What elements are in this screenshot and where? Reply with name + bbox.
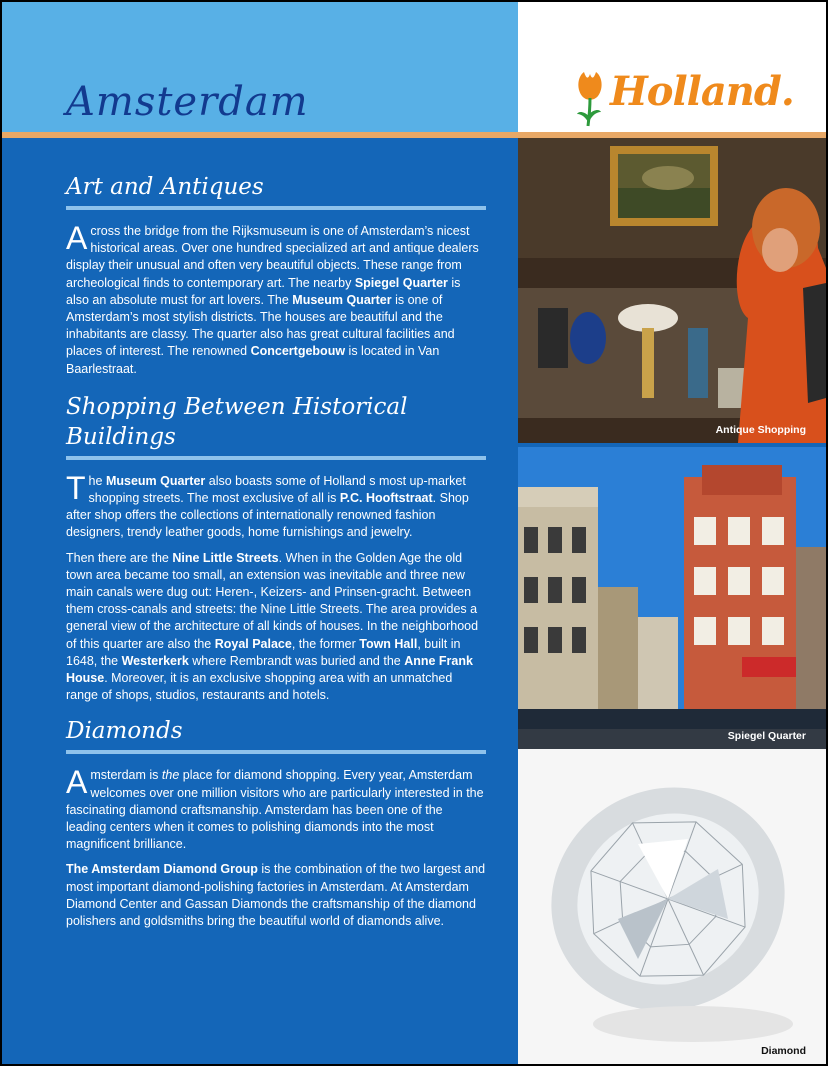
section-heading: Shopping Between Historical Buildings bbox=[66, 393, 408, 450]
drop-cap: A bbox=[66, 764, 88, 801]
italic-text: the bbox=[161, 768, 180, 783]
street-photo bbox=[518, 447, 826, 749]
bold-text: Spiegel Quarter bbox=[354, 275, 448, 290]
antique-shop-photo bbox=[518, 138, 826, 443]
body-text: is located in Van Baarlestraat. bbox=[66, 344, 440, 376]
section-paragraph bbox=[66, 764, 486, 853]
section-rule bbox=[66, 206, 486, 210]
body-text: is one of Amsterdam’s most stylish districts. The houses are beautiful and the inhabitants are classy. The quarter also has great cultural facilities and places of interest. The renowned bbox=[66, 292, 455, 359]
body-text: is the combination of the two largest and most important diamond-polishing factories in Amsterdam. At Amsterdam Diamond Center and Gassan Diamonds the craftsmanship of the diamond polishers and goldsmiths bring the beautiful world of diamonds alive. bbox=[66, 862, 486, 929]
body-text: . Moreover, it is an exclusive shopping area with an unmatched range of shops, studios, restaurants and hotels. bbox=[66, 671, 453, 703]
body-text: . When in the Golden Age the old town area became too small, an extension was inevitable and three new main canals were dug out: Heren-, Keizers- and Prinsen-gracht. Between them cross-canals and streets: the Nine Little Streets. The area provides a general view of the architecture of all kinds of houses. In the neighborhood of this quarter are also the bbox=[66, 550, 479, 651]
bold-text: Concertgebouw bbox=[250, 344, 346, 359]
section-heading: Art and Antiques bbox=[66, 174, 264, 200]
body-text: , the former bbox=[291, 636, 360, 651]
photo-caption: Antique Shopping bbox=[715, 423, 806, 436]
section-rule bbox=[66, 456, 486, 460]
section-paragraph bbox=[66, 220, 486, 378]
body-text: place for diamond shopping. Every year, Amsterdam welcomes over one million visitors who are particularly interested in the fascinating diamond craftsmanship. Amsterdam has been one of the leading centers when it comes to polishing diamonds into the most magnificent brilliance. bbox=[66, 768, 484, 852]
bold-text: The Amsterdam Diamond Group bbox=[66, 862, 258, 877]
bold-text: Town Hall bbox=[359, 636, 418, 651]
body-text: Then there are the bbox=[66, 550, 173, 565]
section-rule bbox=[66, 750, 486, 754]
body-text: is also an absolute must for art lovers. The bbox=[66, 275, 461, 307]
article-column bbox=[66, 172, 486, 938]
photo-caption: Spiegel Quarter bbox=[727, 729, 806, 742]
body-text: . Shop after shop offers the collections of internationally renowned fashion designers, trendy leather goods, home furnishings and jewelry. bbox=[66, 491, 469, 540]
logo-wordmark: Holland. bbox=[610, 68, 794, 115]
bold-text: Museum Quarter bbox=[292, 292, 392, 307]
drop-cap: A bbox=[66, 220, 88, 256]
drop-cap: T bbox=[66, 469, 86, 506]
bold-text: Anne Frank House bbox=[66, 653, 473, 686]
bold-text: Nine Little Streets bbox=[172, 550, 279, 565]
bold-text: Royal Palace bbox=[214, 636, 292, 651]
brochure-page bbox=[2, 2, 826, 1064]
section-paragraph bbox=[66, 550, 486, 705]
section-heading: Diamonds bbox=[66, 718, 183, 745]
bold-text: Museum Quarter bbox=[105, 473, 206, 488]
tulip-icon bbox=[577, 72, 602, 126]
page-title: Amsterdam bbox=[66, 79, 309, 125]
body-text: , built in 1648, the bbox=[66, 636, 461, 668]
photo-caption: Diamond bbox=[761, 1044, 806, 1057]
bold-text: Westerkerk bbox=[121, 653, 189, 668]
bold-text: P.C. Hooftstraat bbox=[339, 491, 433, 506]
body-text: he bbox=[88, 473, 106, 488]
body-text: msterdam is bbox=[90, 768, 162, 783]
body-text: where Rembrandt was buried and the bbox=[188, 653, 405, 668]
section-paragraph bbox=[66, 469, 486, 542]
body-text: cross the bridge from the Rijksmuseum is one of Amsterdam’s nicest historical areas. Over one hundred specialized art and antique dealers display their unusual and often very beautiful objects. These range from archeological finds to contemporary art. The nearby bbox=[66, 224, 479, 290]
diamond-photo bbox=[518, 749, 826, 1064]
section-art-antiques bbox=[66, 172, 486, 378]
section-shopping bbox=[66, 392, 486, 705]
section-paragraph bbox=[66, 861, 486, 930]
section-diamonds bbox=[66, 716, 486, 930]
body-text: also boasts some of Holland s most up-market shopping streets. The most exclusive of all is bbox=[88, 473, 466, 506]
